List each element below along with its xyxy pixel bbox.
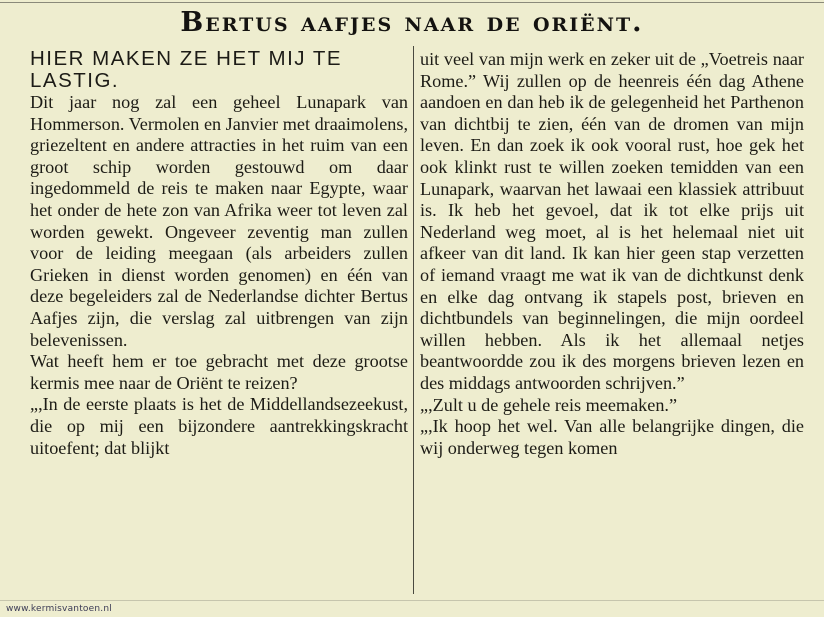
paragraph: Dit jaar nog zal een geheel Lunapark van Hommerson. Vermolen en Janvier met draaimolens, griezeltent en andere attracties in het ruim van een groot schip worden gestouwd om daar ingedommeld de reis te maken naar Egypte, waar het onder de hete zon van Afrika weer tot leven zal worden gewekt. Ongeveer zeventig man zullen voor de leiding meegaan (als arbeiders zullen Grieken in dienst worden genomen) en één van deze begeleiders zal de Nederlandse dichter Bertus Aafjes zijn, die verslag zal uitbrengen van zijn belevenissen. <box>30 92 408 350</box>
bottom-rule <box>0 600 824 601</box>
paragraph: „,In de eerste plaats is het de Middellandsezeekust, die op mij een bijzondere aantrekkingskracht uitoefent; dat blijkt <box>30 394 408 458</box>
column-divider <box>413 46 414 594</box>
headline: Bertus aafjes naar de oriënt. <box>180 7 644 38</box>
paragraph: „,Zult u de gehele reis meemaken.” <box>420 394 678 415</box>
paragraph: „,Ik hoop het wel. Van alle belangrijke dingen, die wij onderweg tegen komen <box>420 416 804 458</box>
right-column <box>420 49 804 459</box>
top-rule <box>0 2 824 3</box>
paragraph: uit veel van mijn werk en zeker uit de „Voetreis naar Rome.” Wij zullen op de heenreis één dag Athene aandoen en dan heb ik de gelegenheid het Parthenon van dichtbij te zien, één van de dromen van mijn leven. En dan zoek ik ook vooral rust, hoe gek het ook klinkt rust te willen zoeken temidden van een Lunapark, waarvan het lawaai een klassiek attribuut is. Ik heb het gevoel, dat ik tot elke prijs uit Nederland weg moet, al is het helemaal niet uit afkeer van dit land. Ik kan hier geen stap verzetten of iemand vraagt me wat ik van de dichtkunst denk en elke dag ontvang ik stapels post, brieven en dichtbundels van beginnelingen, die mijn oordeel willen hebben. Als ik het allemaal netjes beantwoordde zou ik des morgens brieven lezen en des middags antwoorden schrijven.” <box>420 49 804 393</box>
subheading: HIER MAKEN ZE HET MIJ TE LASTIG. <box>30 47 343 92</box>
left-column <box>30 48 408 459</box>
watermark: www.kermisvantoen.nl <box>6 604 112 614</box>
paragraph: Wat heeft hem er toe gebracht met deze grootse kermis mee naar de Oriënt te reizen? <box>30 351 408 393</box>
